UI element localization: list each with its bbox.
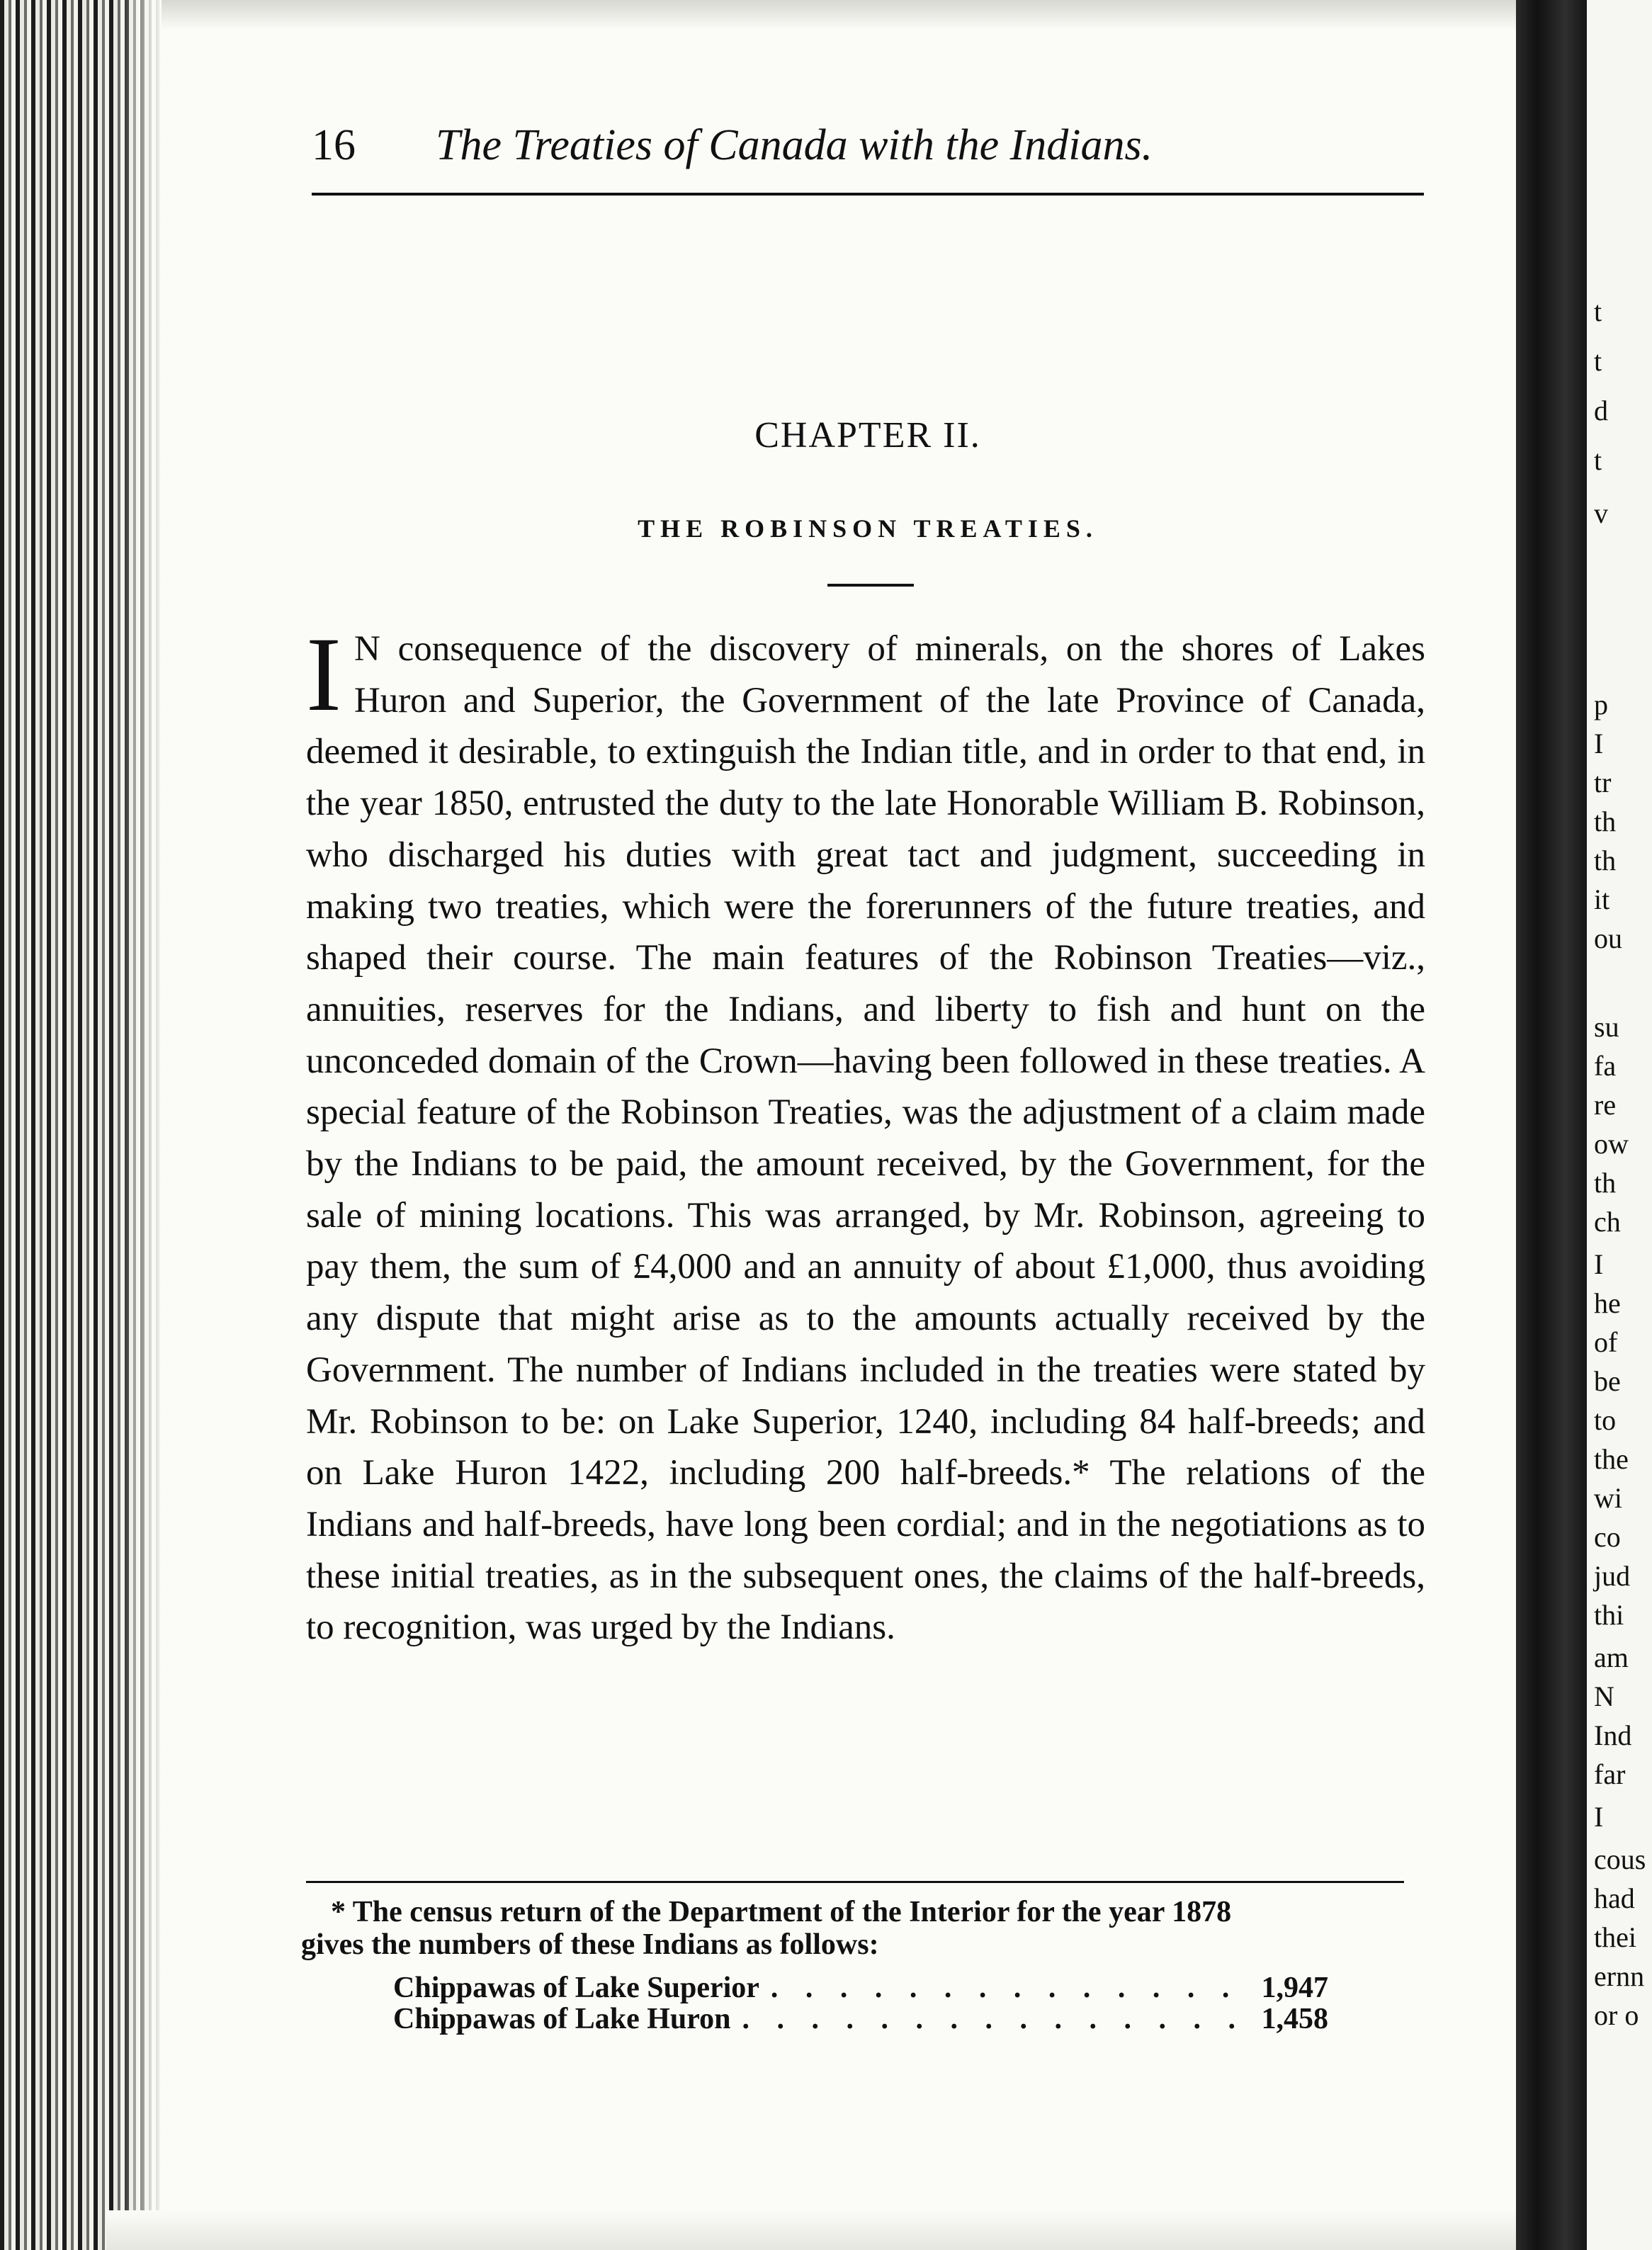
facing-page-fragment: d [1594,395,1608,426]
facing-page-fragment: v [1594,497,1608,529]
leader-dots [771,1972,1250,2003]
page-number: 16 [312,121,356,169]
facing-page [1587,0,1652,2250]
facing-page-fragment: or o [1594,1999,1639,2031]
facing-page-fragment: am [1594,1641,1629,1673]
body-text [306,616,1425,1653]
facing-page-fragment: t [1594,444,1602,476]
facing-page-fragment: tr [1594,767,1612,798]
census-row [393,2003,1328,2035]
facing-page-fragment: he [1594,1287,1621,1319]
facing-page-fragment: ch [1594,1206,1621,1238]
book-spine [1516,0,1587,2250]
facing-page-fragment: thi [1594,1599,1624,1631]
facing-page-fragment: t [1594,295,1602,327]
facing-page-fragment: of [1594,1326,1618,1358]
facing-page-fragment: t [1594,345,1602,377]
census-table [393,1972,1328,2035]
census-row [393,1972,1328,2003]
chapter-rule [827,584,914,587]
facing-page-fragment: N [1594,1680,1614,1712]
page-top-shadow [106,0,1523,30]
facing-page-fragment: it [1594,883,1610,915]
facing-page-fragment: to [1594,1404,1617,1436]
facing-page-fragment: ou [1594,922,1622,954]
facing-page-fragment: wi [1594,1482,1622,1514]
facing-page-fragment: had [1594,1882,1635,1914]
page-edge-stack [0,0,162,2250]
facing-page-fragment: th [1594,1167,1617,1199]
facing-page-fragment: Ind [1594,1719,1632,1751]
facing-page-fragment: I [1594,728,1604,759]
facing-page-fragment: p [1594,689,1608,720]
facing-page-fragment: far [1594,1758,1626,1790]
facing-page-fragment: be [1594,1365,1621,1397]
facing-page-fragment: ow [1594,1128,1629,1160]
census-name: Chippawas of Lake Superior [393,1972,759,2004]
census-name: Chippawas of Lake Huron [393,2003,731,2035]
facing-page-fragment: co [1594,1521,1621,1553]
running-title: The Treaties of Canada with the Indians. [436,121,1153,169]
facing-page-fragment: th [1594,844,1617,876]
census-value: 1,947 [1261,1972,1328,2004]
facing-page-fragment: the [1594,1443,1629,1475]
header-rule [312,193,1424,196]
drop-cap: I [306,616,341,733]
facing-page-fragment: I [1594,1801,1604,1833]
facing-page-fragment: su [1594,1011,1619,1043]
page-bottom-shadow [106,2210,1523,2250]
census-value: 1,458 [1261,2003,1328,2035]
running-head [312,120,1424,170]
facing-page-fragment: re [1594,1089,1617,1121]
footnote-line: gives the numbers of these Indians as follows: [301,1928,879,1961]
footnote [301,1896,1406,1961]
leader-dots [742,2003,1250,2035]
facing-page-fragment: thei [1594,1921,1636,1953]
chapter-subtitle: THE ROBINSON TREATIES. [638,514,1098,543]
facing-page-fragment: fa [1594,1050,1617,1082]
footnote-rule [306,1881,1404,1883]
chapter-heading: CHAPTER II. [754,415,981,456]
footnote-line: * The census return of the Department of the Interior for the year 1878 [331,1896,1232,1928]
facing-page-fragment: I [1594,1248,1604,1280]
facing-page-fragment: th [1594,805,1617,837]
body-paragraph: N consequence of the discovery of minerals, on the shores of Lakes Huron and Superior, the Government of the late Province of Canada, deemed it desirable, to extinguish the Indian title, and in order to that end, in the year 1850, entrusted the duty to the late Honorable William B. Robinson, who discharged his duties with great tact and judgment, succeeding in making two treaties, which were the forerunners of the future treaties, and shaped their course. The main features of the Robinson Treaties—viz., annuities, reserves for the Indians, and liberty to fish and hunt on the unconceded domain of the Crown—having been followed in these treaties. A special feature of the Robinson Treaties, was the adjustment of a claim made by the Indians to be paid, the amount received, by the Government, for the sale of mining locations. This was arranged, by Mr. Robinson, agreeing to pay them, the sum of £4,000 and an annuity of about £1,000, thus avoiding any dispute that might arise as to the amounts actually received by the Government. The number of Indians included in the treaties were stated by Mr. Robinson to be: on Lake Superior, 1240, including 84 half-breeds; and on Lake Huron 1422, including 200 half-breeds.* The relations of the Indians and half-breeds, have long been cordial; and in the negotiations as to these initial treaties, as in the subsequent ones, the claims of the half-breeds, to recognition, was urged by the Indians. [306,629,1425,1648]
facing-page-fragment: cous [1594,1843,1646,1875]
facing-page-fragment: jud [1594,1560,1631,1592]
facing-page-fragment: ernn [1594,1960,1645,1992]
